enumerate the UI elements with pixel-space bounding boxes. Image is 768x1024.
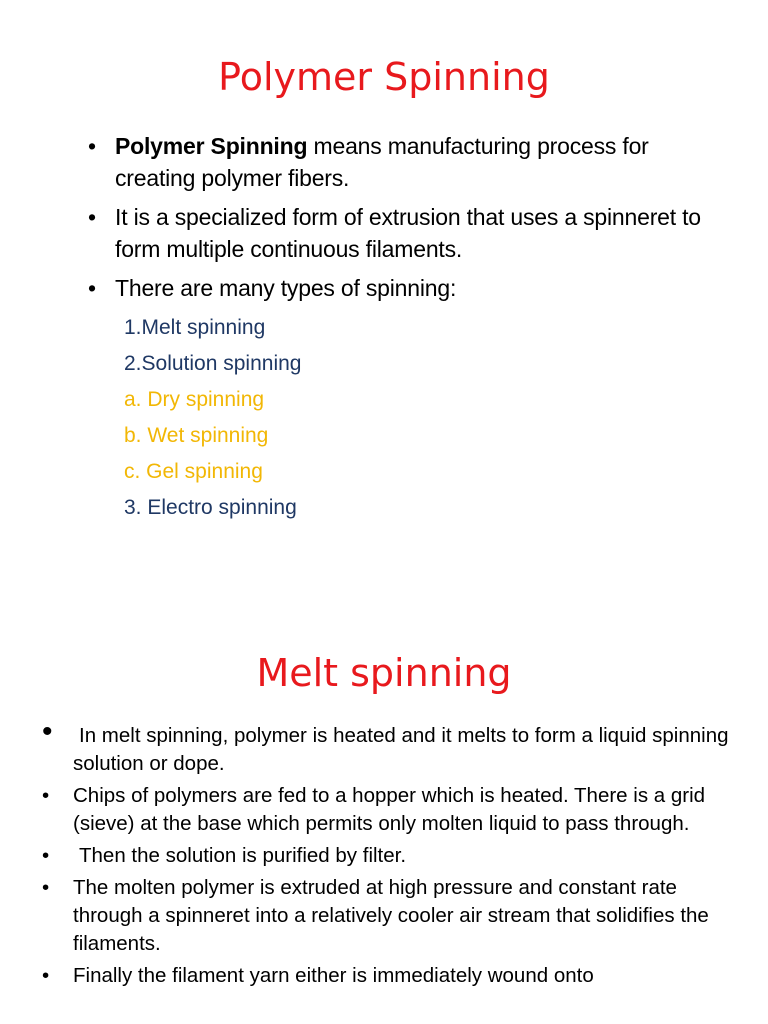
intro-bullet-list [88, 130, 728, 311]
spinning-type-item: 1.Melt spinning [124, 316, 266, 339]
bullet-text: The molten polymer is extruded at high pressure and constant rate through a spinneret into a relatively cooler air stream that solidifies the filaments. [73, 876, 709, 955]
bullet-item [42, 715, 732, 778]
slide-melt-spinning [0, 620, 768, 1024]
spinning-type-item: a. Dry spinning [124, 388, 265, 411]
spinning-type-item: b. Wet spinning [124, 424, 269, 447]
bullet-text: It is a specialized form of extrusion that uses a spinneret to form multiple continuous filaments. [115, 204, 701, 262]
bullet-item [42, 842, 732, 870]
spinning-types-list [124, 310, 301, 526]
bullet-dot-icon: • [42, 876, 50, 899]
bullet-dot-icon: • [88, 275, 96, 301]
bullet-text: Finally the filament yarn either is immediately wound onto [73, 964, 594, 987]
bullet-dot-icon: • [42, 715, 53, 748]
bullet-dot-icon: • [88, 204, 96, 230]
bullet-dot-icon: • [42, 964, 50, 987]
bullet-text: There are many types of spinning: [115, 275, 457, 301]
bullet-item [42, 962, 732, 990]
slide-title-melt-spinning: Melt spinning [256, 651, 512, 695]
melt-spinning-bullet-list [42, 715, 732, 994]
bullet-item [88, 201, 728, 265]
spinning-type-item: 2.Solution spinning [124, 352, 302, 375]
spinning-type-item: c. Gel spinning [124, 460, 263, 483]
bullet-item [88, 130, 728, 194]
bullet-text: In melt spinning, polymer is heated and it melts to form a liquid spinning solution or dope. [73, 724, 729, 775]
bullet-item [88, 272, 728, 304]
spinning-type-item: 3. Electro spinning [124, 496, 297, 519]
slide-title-polymer-spinning: Polymer Spinning [218, 55, 550, 99]
bold-term: Polymer Spinning [115, 133, 308, 159]
bullet-text: Then the solution is purified by filter. [79, 844, 407, 867]
bullet-dot-icon: • [42, 844, 50, 867]
bullet-dot-icon: • [42, 784, 50, 807]
bullet-item [42, 782, 732, 838]
bullet-dot-icon: • [88, 133, 96, 159]
bullet-text: Chips of polymers are fed to a hopper which is heated. There is a grid (sieve) at the base which permits only molten liquid to pass through. [73, 784, 706, 835]
bullet-item [42, 874, 732, 958]
bullet-text: means manufacturing process for creating polymer fibers. [115, 133, 649, 191]
